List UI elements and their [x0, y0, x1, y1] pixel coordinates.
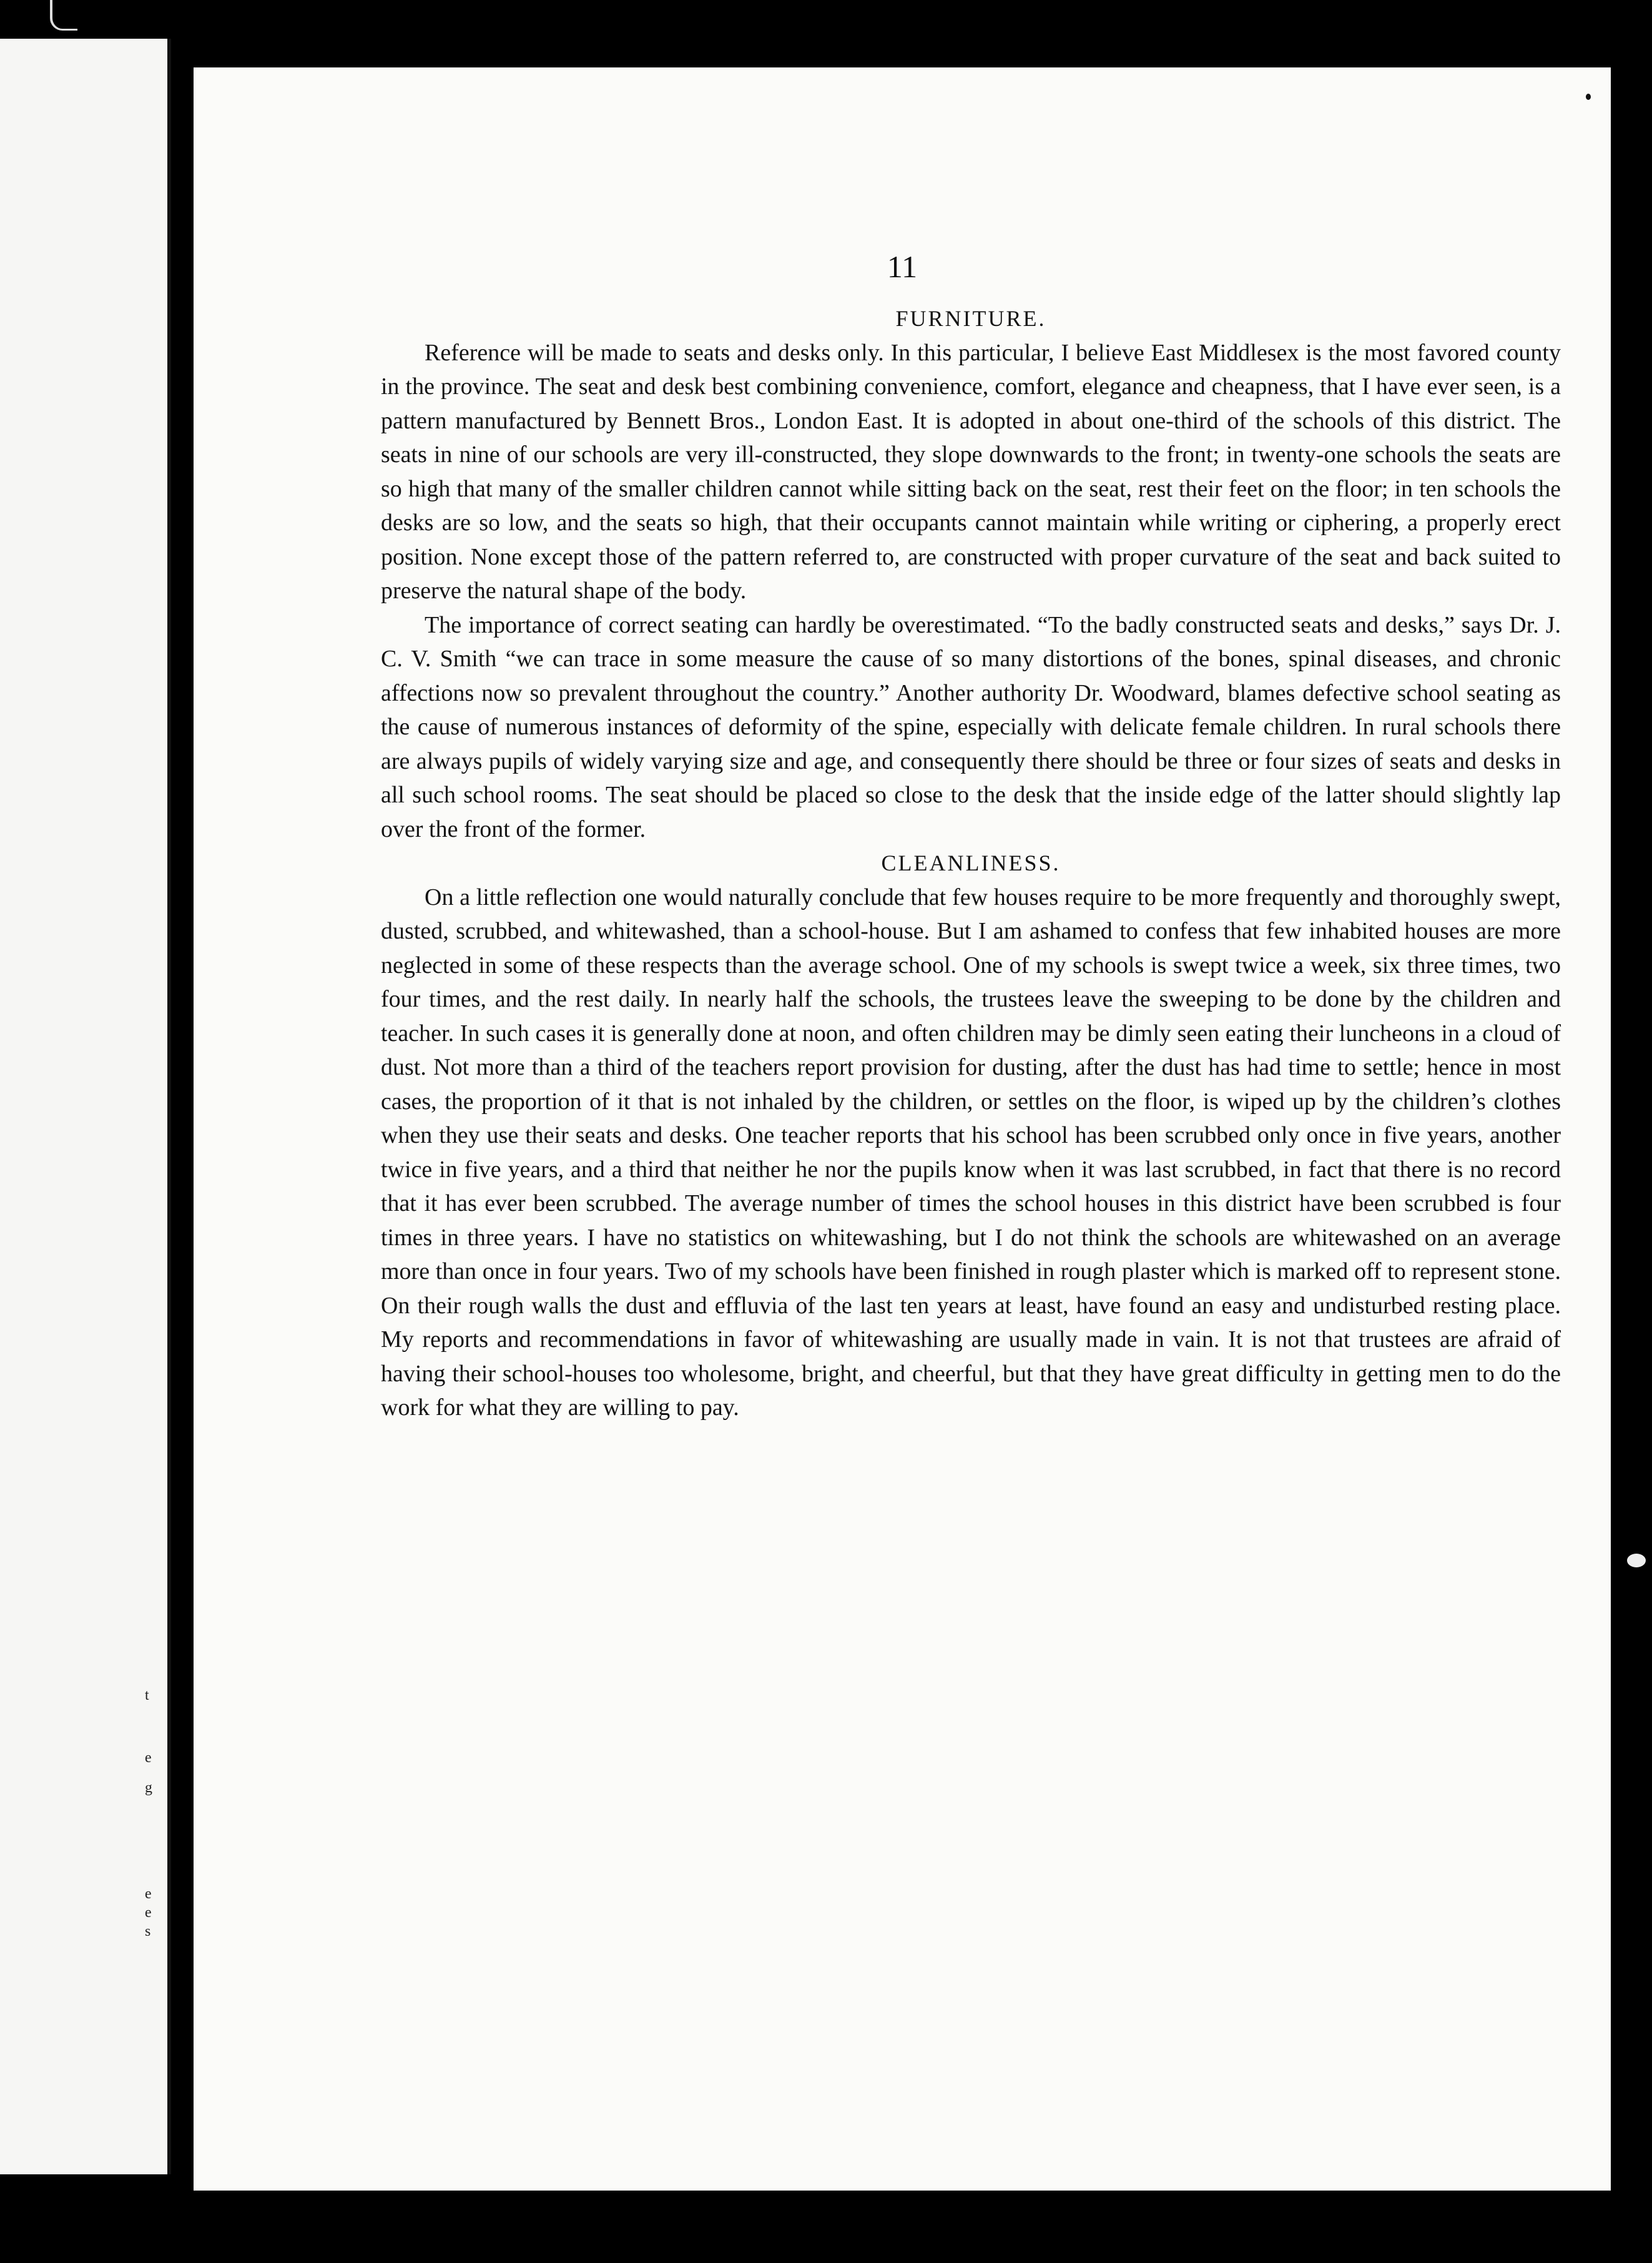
paragraph: On a little reflection one would naturally conclude that few houses require to be more frequently and thoroughly swept, dusted, scrubbed, and whitewashed, than a school-house. But I am ashamed to confess that few inhabited houses are more neglected in some of these respects than the average school. One of my schools is swept twice a week, six three times, two four times, and the rest daily. In nearly half the schools, the trustees leave the sweeping to be done by the children and teacher. In such cases it is generally done at noon, and often children may be dimly seen eating their luncheons in a cloud of dust. Not more than a third of the teachers report provision for dusting, after the dust has had time to settle; hence in most cases, the proportion of it that is not inhaled by the children, or settles on the floor, is wiped up by the children’s clothes when they use their seats and desks. One teacher reports that his school has been scrubbed only once in five years, another twice in five years, and a third that neither he nor the pupils know when it was last scrubbed, in fact that there is no record that it has ever been scrubbed. The average number of times the school houses in this district have been scrubbed is four times in three years. I have no statistics on whitewashing, but I do not think the schools are whitewashed on an average more than once in four years. Two of my schools have been finished in rough plaster which is marked off to represent stone. On their rough walls the dust and effluvia of the last ten years at least, have found an easy and undisturbed resting place. My reports and recommendations in favor of whitewashing are usually made in vain. It is not that trustees are afraid of having their school-houses too wholesome, bright, and cheerful, but that they have great difficulty in getting men to do the work for what they are willing to pay. [381, 884, 1561, 1421]
margin-fragment: g [145, 1780, 152, 1796]
scan-speck [1627, 1554, 1646, 1567]
margin-fragment: e [145, 1886, 152, 1902]
margin-fragment: e [145, 1750, 152, 1766]
paragraph: Reference will be made to seats and desks only. In this particular, I believe East Middlesex is the most favored county in the province. The seat and desk best combining convenience, comfort, elegance and cheapness, that I have ever seen, is a pattern manufactured by Bennett Bros., London East. It is adopted in about one-third of the schools of this district. The seats in nine of our schools are very ill-constructed, they slope downwards to the front; in twenty-one schools the seats are so high that many of the smaller children cannot while sitting back on the seat, rest their feet on the floor; in ten schools the desks are so low, and the seats so high, that their occupants cannot maintain while writing or ciphering, a properly erect position. None except those of the pattern referred to, are constructed with proper curvature of the seat and back suited to preserve the natural shape of the body. [381, 339, 1561, 604]
adjacent-page-edge [0, 39, 171, 2174]
margin-fragment: s [145, 1923, 151, 1940]
scan-mark [50, 0, 77, 31]
section-cleanliness [381, 846, 1561, 1425]
section-heading: CLEANLINESS. [881, 850, 1061, 875]
scan-speck [1586, 94, 1591, 100]
document-page [194, 67, 1611, 2191]
section-heading: FURNITURE. [895, 306, 1046, 331]
page-number: 11 [887, 249, 918, 284]
paragraph: The importance of correct seating can hardly be overestimated. “To the badly constructed seats and desks,” says Dr. J. C. V. Smith “we can trace in some measure the cause of so many distortions of the bones, spinal diseases, and chronic affections now so prevalent throughout the country.” Another authority Dr. Woodward, blames defective school seating as the cause of numerous instances of deformity of the spine, especially with delicate female children. In rural schools there are always pupils of widely varying size and age, and consequently there should be three or four sizes of seats and desks in all such school rooms. The seat should be placed so close to the desk that the inside edge of the latter should slightly lap over the front of the former. [381, 611, 1561, 842]
section-furniture [381, 302, 1561, 846]
margin-fragment: e [145, 1905, 152, 1921]
margin-fragment: t [145, 1687, 149, 1703]
page-body [381, 302, 1561, 1425]
